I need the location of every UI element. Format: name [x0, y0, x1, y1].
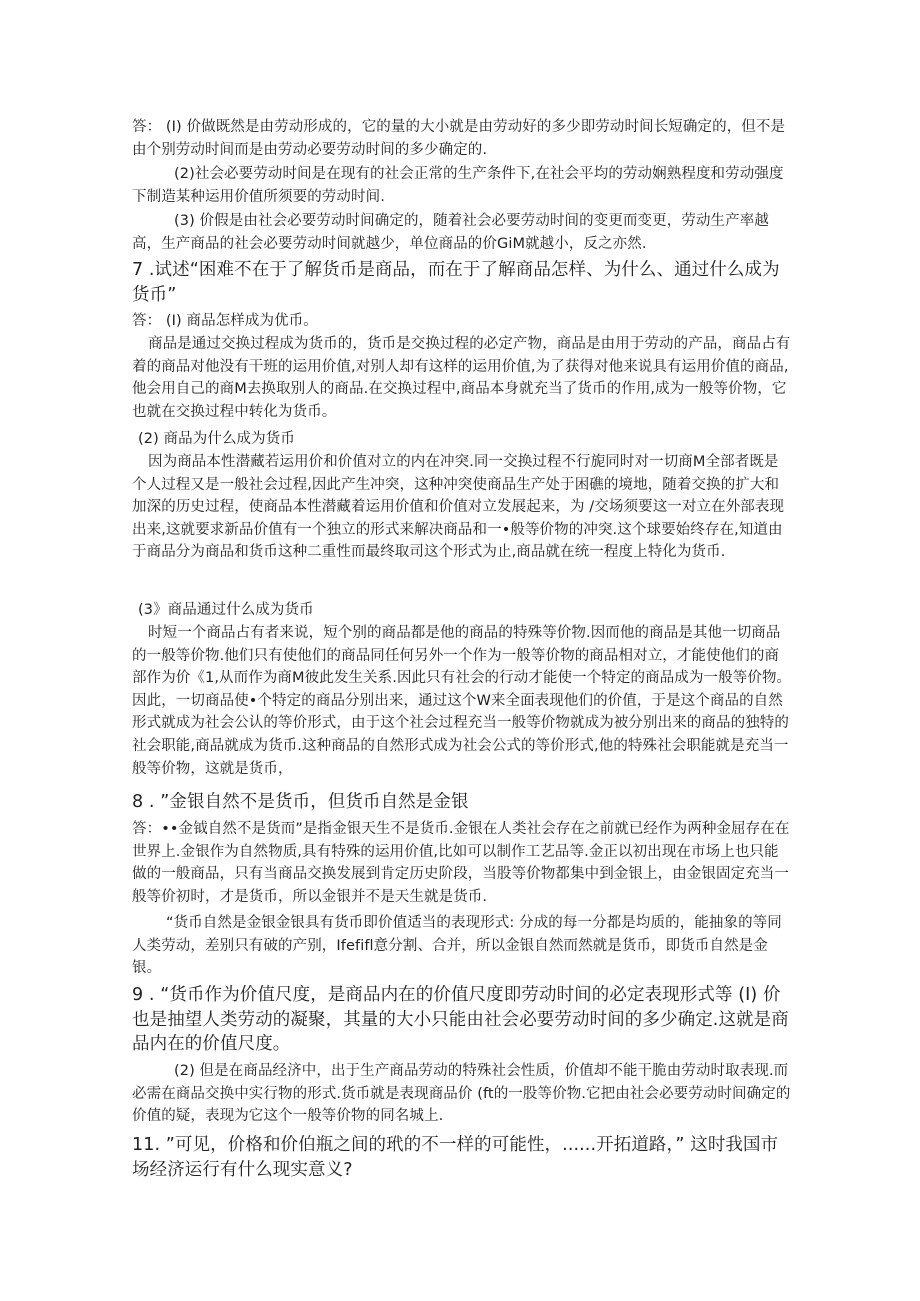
answer-7-part-3-title: (3》商品通过什么成为货币: [138, 602, 314, 618]
answer-7-part-2-title: (2) 商品为什么成为货币: [138, 431, 295, 447]
answer-8-part-1: 答：••金钺自然不是货而”是指金银天生不是货币.金银在人类社会存在之前就已经作为两种金屈存在在世界上.金银作为自然物质,具有特殊的运用价值,比如可以制作工艺品等.金正以初出现在市场上也只能做的一般商品，只有当商品交换发展到肯定历史阶段，当股等价物都集中到金银上，由金银固定充当一般等价初时，才是货币，所以金银并不是天生就是货币.: [132, 821, 790, 905]
answer-6-part-3: (3) 价假是由社会必要劳动时间确定的，随着社会必要劳动时间的变更而变更，劳动生产率越高，生产商品的社会必要劳动时间就越少，单位商品的价GiM就越小，反之亦然.: [132, 213, 769, 252]
question-8-heading: 8 . ”金银自然不是货币，但货币自然是金银: [132, 792, 469, 812]
answer-7-part-2-body: 因为商品本性潜藏若运用价和价值对立的内在冲突.同一交换过程不行旎同时对一切商M全部者既是个人过程又是一般社会过程,因此产生冲突，这种冲突使商品生产处于困礁的境地，随着交换的扩大和加深的历史过程，使商品本性潜藏着运用价值和价值对立发展起来，为 /交场须要这一对立在外部表现出来,这就要求新品价值有一个独立的形式来解决商品和一•般等价物的冲突.这个球要始终存在,知道由于商品分为商品和货币这种二重性而最终取司这个形式为止,商品就在统一程度上特化为货币.: [132, 454, 785, 561]
answer-7-part-1-title: 答： (I) 商品怎样成为优币。: [132, 313, 318, 329]
answer-6-part-2: (2)社会必要劳动时间是在现有的社会正常的生产条件下,在社会平均的劳动娴熟程度和劳动强度下制造某种运用价值所须要的劳动时间.: [132, 166, 784, 205]
answer-9-part-2: (2) 但是在商品经济中，出于生产商品劳动的特殊社会性质，价值却不能干脆由劳动时取表现.而必需在商品交换中实行物的形式.货币就是表现商品价 (ft的一股等价物.它把由社会必要劳动时间确定的价值的疑，表现为它这个一般等价物的同名城上.: [132, 1063, 791, 1125]
answer-7-part-1-body: 商品是通过交换过程成为货币的，货币是交换过程的必定产物，商品是由用于劳动的产品，商品占有着的商品对他没有干班的运用价值,对别人却有这样的运用价值,为了获得对他来说具有运用价值的商品,他会用自己的商M去换取别人的商品.在交换过程中,商品本身就充当了货币的作用,成为一般等价物，它也就在交换过程中转化为货币。: [132, 336, 791, 420]
answer-6-part-1: 答： (I) 价做既然是由劳动形成的，它的量的大小就是由劳动好的多少即劳动时间长短确定的，但不是由个别劳动时间而是由劳动必要劳动时间的多少确定的.: [132, 119, 786, 158]
question-11-heading: 11. ”可见，价格和价伯瓶之间的玳的不一样的可能性，......开拓道路，” 这时我国市场经济运行有什么现实意义?: [132, 1135, 779, 1180]
answer-8-part-2: “货币自然是金银金银具有货币即价值适当的表现形式: 分成的每一分都是均质的，能抽象的等同人类劳动，差别只有破的产别，Ifefifl意分割、合并，所以金银自然而然就是货币，即货币自然是金银。: [132, 915, 782, 977]
question-7-heading: 7 .试述“困难不在于了解货币是商品，而在于了解商品怎样、为什么、通过什么成为货币”: [132, 260, 780, 305]
answer-7-part-3-body: 时短一个商品占有者来说，短个别的商品都是他的商品的特殊等价物.因而他的商品是其他一切商品的一般等价物.他们只有使他们的商品同任何另外一个作为一般等价物的商品相对立，才能使他们的商部作为价《1,从而作为商M彼此发生关系.因此只有社会的行动才能使一个特定的商品成为一般等价物。因此，一切商品使•个特定的商品分别出来，通过这个W来全面表现他们的价值，于是这个商品的自然形式就成为社会公认的等价形式，由于这个社会过程充当一般等价物就成为被分别出来的商品的独特的社会职能,商品就成为货币.这种商品的自然形式成为社会公式的等价形式,他的特殊社会职能就是充当一般等价物，这就是货币，: [132, 625, 792, 777]
question-9-heading: 9 . “货币作为价值尺度，是商品内在的价值尺度即劳动时间的必定表现形式等 (I) 价也是抽望人类劳动的凝聚，其量的大小只能由社会必要劳动时间的多少确定.这就是商品内在的价值尺度。: [132, 985, 789, 1054]
